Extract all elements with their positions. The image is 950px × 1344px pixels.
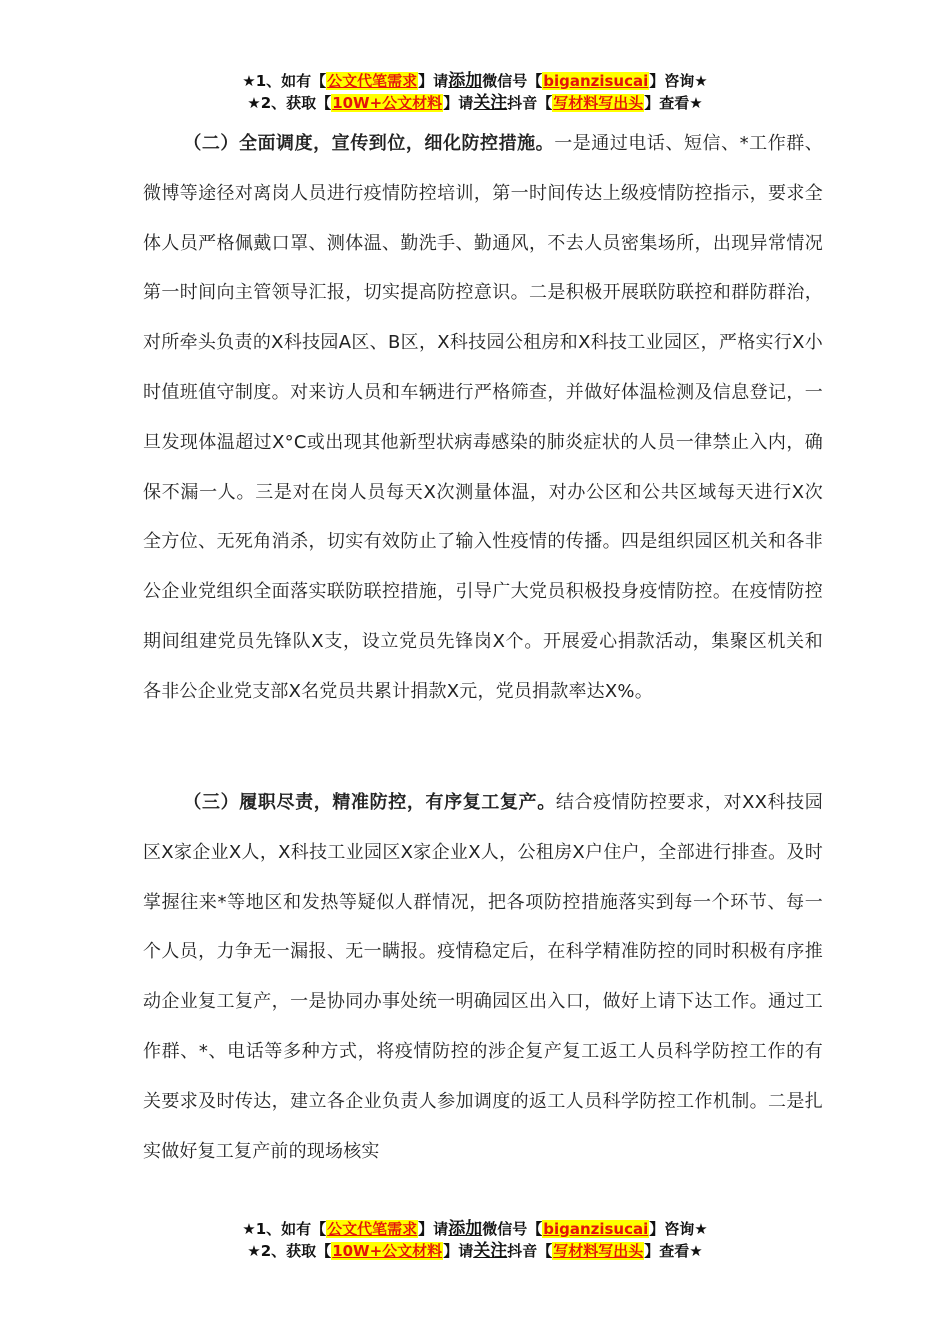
promo-text: 】查看★	[644, 94, 703, 112]
promo-highlight: 10W+公文材料	[332, 94, 443, 112]
promo-line-2	[0, 1240, 950, 1262]
promo-line-1	[0, 1218, 950, 1240]
promo-text: ★1、如有【	[242, 1220, 327, 1238]
promo-text: 微信号【	[482, 1220, 543, 1238]
promo-text: 】咨询★	[649, 72, 708, 90]
promo-text: ★2、获取【	[247, 1242, 332, 1260]
paragraph-text: 一是通过电话、短信、*工作群、微博等途径对离岗人员进行疫情防控培训，第一时间传达上级疫情防控指示，要求全体人员严格佩戴口罩、测体温、勤洗手、勤通风，不去人员密集场所，出现异常情况第一时间向主管领导汇报，切实提高防控意识。二是积极开展联防联控和群防群治，对所牵头负责的X科技园A区、B区，X科技园公租房和X科技工业园区，严格实行X小时值班值守制度。对来访人员和车辆进行严格筛查，并做好体温检测及信息登记，一旦发现体温超过X°C或出现其他新型状病毒感染的肺炎症状的人员一律禁止入内，确保不漏一人。三是对在岗人员每天X次测量体温，对办公区和公共区域每天进行X次全方位、无死角消杀，切实有效防止了输入性疫情的传播。四是组织园区机关和各非公企业党组织全面落实联防联控措施，引导广大党员积极投身疫情防控。在疫情防控期间组建党员先锋队X支，设立党员先锋岗X个。开展爱心捐款活动，集聚区机关和各非公企业党支部X名党员共累计捐款X元，党员捐款率达X%。	[143, 133, 824, 702]
footer-promo-banner	[0, 1218, 950, 1262]
promo-text: ★1、如有【	[242, 72, 327, 90]
promo-wechat-id: biganzisucai	[543, 1220, 649, 1238]
promo-wechat-id: biganzisucai	[543, 72, 649, 90]
promo-text: 】请	[418, 1220, 449, 1238]
promo-text: 】咨询★	[649, 1220, 708, 1238]
paragraph-heading: （二）全面调度，宣传到位，细化防控措施。	[183, 133, 555, 154]
promo-douyin-id: 写材料写出头	[553, 94, 644, 112]
promo-text: 抖音【	[507, 94, 553, 112]
promo-text: 】请	[443, 94, 474, 112]
promo-highlight: 公文代笔需求	[327, 1220, 418, 1238]
promo-line-1	[0, 70, 950, 92]
promo-underlined: 关注	[473, 93, 508, 113]
promo-text: ★2、获取【	[247, 94, 332, 112]
promo-text: 】请	[418, 72, 449, 90]
promo-line-2	[0, 92, 950, 114]
promo-text: 】查看★	[644, 1242, 703, 1260]
header-promo-banner	[0, 70, 950, 114]
promo-douyin-id: 写材料写出头	[553, 1242, 644, 1260]
body-paragraph	[143, 778, 823, 1176]
promo-text: 】请	[443, 1242, 474, 1260]
body-paragraph	[143, 119, 823, 717]
promo-underlined: 关注	[473, 1241, 508, 1261]
paragraph-text: 结合疫情防控要求，对XX科技园区X家企业X人，X科技工业园区X家企业X人，公租房X户住户，全部进行排查。及时掌握往来*等地区和发热等疑似人群情况，把各项防控措施落实到每一个环节、每一个人员，力争无一漏报、无一瞒报。疫情稳定后，在科学精准防控的同时积极有序推动企业复工复产，一是协同办事处统一明确园区出入口，做好上请下达工作。通过工作群、*、电话等多种方式，将疫情防控的涉企复产复工返工人员科学防控工作的有关要求及时传达，建立各企业负责人参加调度的返工人员科学防控工作机制。二是扎实做好复工复产前的现场核实	[143, 792, 823, 1162]
promo-underlined: 添加	[448, 71, 483, 91]
promo-underlined: 添加	[448, 1219, 483, 1239]
promo-highlight: 公文代笔需求	[327, 72, 418, 90]
promo-highlight: 10W+公文材料	[332, 1242, 443, 1260]
paragraph-heading: （三）履职尽责，精准防控，有序复工复产。	[183, 792, 556, 813]
promo-text: 微信号【	[482, 72, 543, 90]
promo-text: 抖音【	[507, 1242, 553, 1260]
